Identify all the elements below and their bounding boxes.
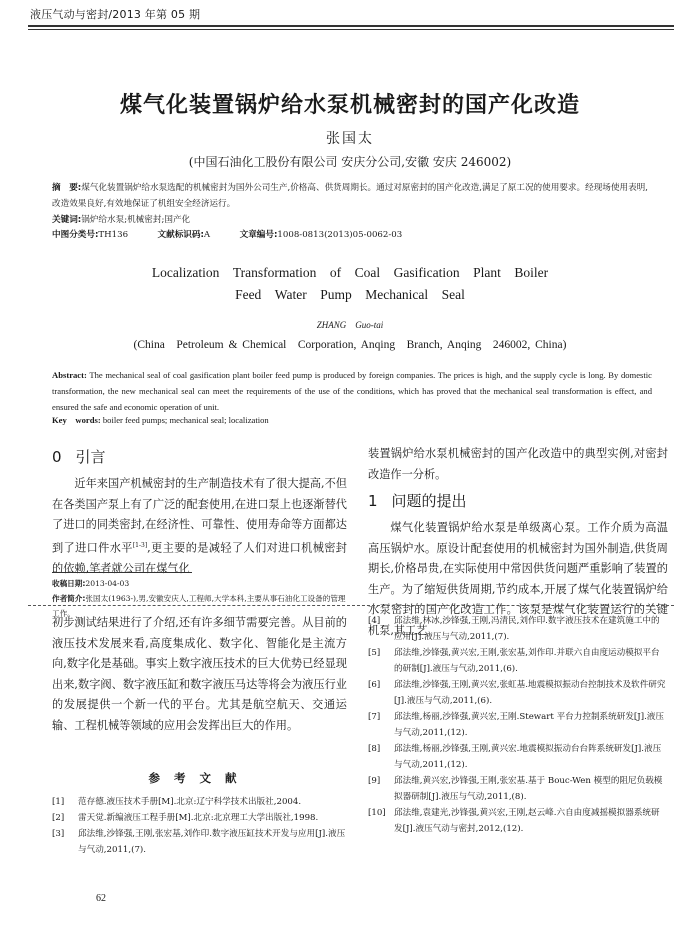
reference-number: [9] xyxy=(368,776,381,786)
abstract-en xyxy=(52,367,652,415)
keywords-cn-label: 关键词: xyxy=(52,215,82,225)
keywords-en-text: boiler feed pumps; mechanical seal; localization xyxy=(102,415,269,425)
article-no-value: 1008-0813(2013)05-0062-03 xyxy=(277,230,403,240)
affiliation-en: (China Petroleum & Chemical Corporation, Anqing Branch, Anqing 246002, China) xyxy=(133,339,567,351)
reference-number: [10] xyxy=(368,808,386,818)
reference-item xyxy=(368,677,668,709)
reference-item xyxy=(368,613,668,645)
reference-item xyxy=(52,810,347,826)
reference-number: [4] xyxy=(368,616,381,626)
reference-number: [6] xyxy=(368,680,381,690)
classification-row xyxy=(52,228,402,240)
reference-text: 邱法维,杨丽,沙锋强,王刚,黄兴宏.地震模拟振动台台阵系统研发[J].液压与气动,2011,(12). xyxy=(394,744,662,770)
paper-title-cn: 煤气化装置锅炉给水泵机械密封的国产化改造 xyxy=(119,93,580,118)
reference-number: [3] xyxy=(52,829,65,839)
reference-item xyxy=(368,773,668,805)
reference-text: 邱法维,林冰,沙锋强,王刚,冯清民,刘作印.数字液压技术在建筑施工中的应用[J].液压与气动,2011,(7). xyxy=(394,616,660,642)
received-date: 2013-04-03 xyxy=(85,579,130,588)
footnote-rule xyxy=(52,572,192,573)
clc-value: TH136 xyxy=(98,230,129,240)
references-right xyxy=(368,613,668,837)
reference-number: [1] xyxy=(52,797,65,807)
author-en: ZHANG Guo-tai xyxy=(316,320,384,330)
section-0-text: 近年来国产机械密封的生产制造技术有了很大提高,不但在各类国产泵上有了广泛的配套使用,在进口泵上也逐渐替代了进口的同类密封,在经济性、可靠性、使用寿命等方面都达到了进口件水平 xyxy=(52,477,347,555)
citation-1-3: [1-3] xyxy=(132,541,148,549)
reference-number: [5] xyxy=(368,648,381,658)
paper-title-en xyxy=(0,262,700,306)
section-0 xyxy=(52,446,347,579)
previous-article-conclusion: 初步测试结果进行了介绍,还有许多细节需要完善。从目前的液压技术发展来看,高度集成化、数字化、智能化是主流方向,数字化是基础。事实上数字液压技术的巨大优势已经显现出来,数字阀、数字液压缸和数字液压马达等将会为液压行业的发展提供一个新一代的平台。尤其是航空航天、交通运输、工程机械等领域的应用会发挥出巨大的作用。 xyxy=(52,616,347,732)
section-0-number: 0 xyxy=(52,448,62,466)
bio-label: 作者简介: xyxy=(52,594,86,603)
section-0-heading xyxy=(52,446,347,467)
article-no-label: 文章编号: xyxy=(239,230,278,240)
reference-number: [7] xyxy=(368,712,381,722)
section-1-title: 问题的提出 xyxy=(391,492,467,510)
section-0-title: 引言 xyxy=(75,448,106,466)
references-heading: 参考文献 xyxy=(148,771,251,785)
doc-code-value: A xyxy=(203,230,211,240)
reference-item xyxy=(52,794,347,810)
reference-text: 邱法维,沙锋强,王刚,张宏基,刘作印.数字液压缸技术开发与应用[J].液压与气动,2011,(7). xyxy=(78,829,346,855)
abstract-cn-label: 摘 要: xyxy=(52,183,82,193)
clc-label: 中图分类号: xyxy=(52,230,99,240)
abstract-cn-text: 煤气化装置锅炉给水泵选配的机械密封为国外公司生产,价格高、供货周期长。通过对原密封的国产化改造,满足了原工况的使用要求。经现场使用表明,改造效果良好,有效地保证了机组安全经济运行。 xyxy=(52,183,649,209)
keywords-cn-text: 锅炉给水泵;机械密封;国产化 xyxy=(81,215,191,225)
reference-number: [2] xyxy=(52,813,65,823)
reference-text: 邱法维,袁建光,沙锋强,黄兴宏,王刚,赵云峰.六自由度减摇模拟器系统研发[J].液压气动与密封,2012,(12). xyxy=(394,808,660,834)
page-number: 62 xyxy=(96,893,106,904)
reference-text: 范存德.液压技术手册[M].北京:辽宁科学技术出版社,2004. xyxy=(78,797,302,807)
reference-text: 雷天觉.新编液压工程手册[M].北京:北京理工大学出版社,1998. xyxy=(78,813,319,823)
right-continuation: 装置锅炉给水泵机械密封的国产化改造中的典型实例,对密封改造作一分析。 xyxy=(368,447,668,481)
reference-number: [8] xyxy=(368,744,381,754)
section-1-heading xyxy=(368,490,668,511)
section-1-number: 1 xyxy=(368,492,378,510)
abstract-cn xyxy=(52,180,652,228)
keywords-en-label: Key words: xyxy=(52,415,101,425)
abstract-en-text: The mechanical seal of coal gasification plant boiler feed pump is produced by foreign companies. The prices is high, and the supply cycle is long. By domestic transformation, the new mechanical seal can meet the requirements of the use of the conditions, which has proved that the mechanical seal transformation is effect, and ensured the safe and economic operation of unit. xyxy=(52,370,652,412)
reference-text: 邱法维,黄兴宏,沙锋强,王刚,张宏基.基于 Bouc-Wen 模型的阻尼负载模拟器研制[J].液压与气动,2011,(8). xyxy=(394,776,663,802)
section-1-paragraph: 煤气化装置锅炉给水泵是单级离心泵。工作介质为高温高压锅炉水。原设计配套使用的机械密封为国外制造,供货周期长,价格昂贵,在实际使用中常因供货问题严重影响了装置的生产。为了缩短供货周期,节约成本,开展了煤气化装置锅炉给水泵密封的国产化改造工作。该泵是煤气化装置运行的关键机泵,其工艺 xyxy=(368,521,668,637)
header-rule-thin xyxy=(28,29,674,30)
paper-title-en-line2: Feed Water Pump Mechanical Seal xyxy=(235,287,465,302)
paper-title-en-line1: Localization Transformation of Coal Gasification Plant Boiler xyxy=(151,265,549,280)
author-cn: 张国太 xyxy=(326,131,374,147)
running-header: 液压气动与密封/2013 年第 05 期 xyxy=(30,8,201,21)
abstract-en-label: Abstract: xyxy=(52,370,87,380)
section-0-paragraph xyxy=(52,474,347,579)
reference-item xyxy=(368,709,668,741)
reference-text: 邱法维,杨丽,沙锋强,黄兴宏,王刚.Stewart 平台力控制系统研发[J].液压与气动,2011,(12). xyxy=(394,712,664,738)
reference-item xyxy=(368,741,668,773)
received-label: 收稿日期: xyxy=(52,579,86,588)
reference-item xyxy=(52,826,347,858)
references-left xyxy=(52,794,347,858)
header-rule xyxy=(28,25,674,27)
section-0-text-tail: ,更主要的是减轻了人们对进口机械密封的依赖,笔者就公司在煤气化 xyxy=(52,541,347,575)
reference-item xyxy=(368,805,668,837)
reference-text: 邱法维,沙锋强,黄兴宏,王刚,张宏基,刘作印.并联六自由度运动模拟平台的研制[J].液压与气动,2011,(6). xyxy=(394,648,660,674)
article-separator xyxy=(28,605,674,606)
doc-code-label: 文献标识码: xyxy=(157,230,204,240)
reference-text: 邱法维,沙锋强,王刚,黄兴宏,张虹基.地震模拟振动台控制技术及软件研究[J].液压与气动,2011,(6). xyxy=(394,680,666,706)
keywords-en xyxy=(52,414,269,426)
affiliation-cn: (中国石油化工股份有限公司 安庆分公司,安徽 安庆 246002) xyxy=(188,155,512,169)
author-bio: 张国太(1963-),男,安徽安庆人,工程师,大学本科,主要从事石油化工设备的管理工作。 xyxy=(52,594,346,618)
reference-item xyxy=(368,645,668,677)
